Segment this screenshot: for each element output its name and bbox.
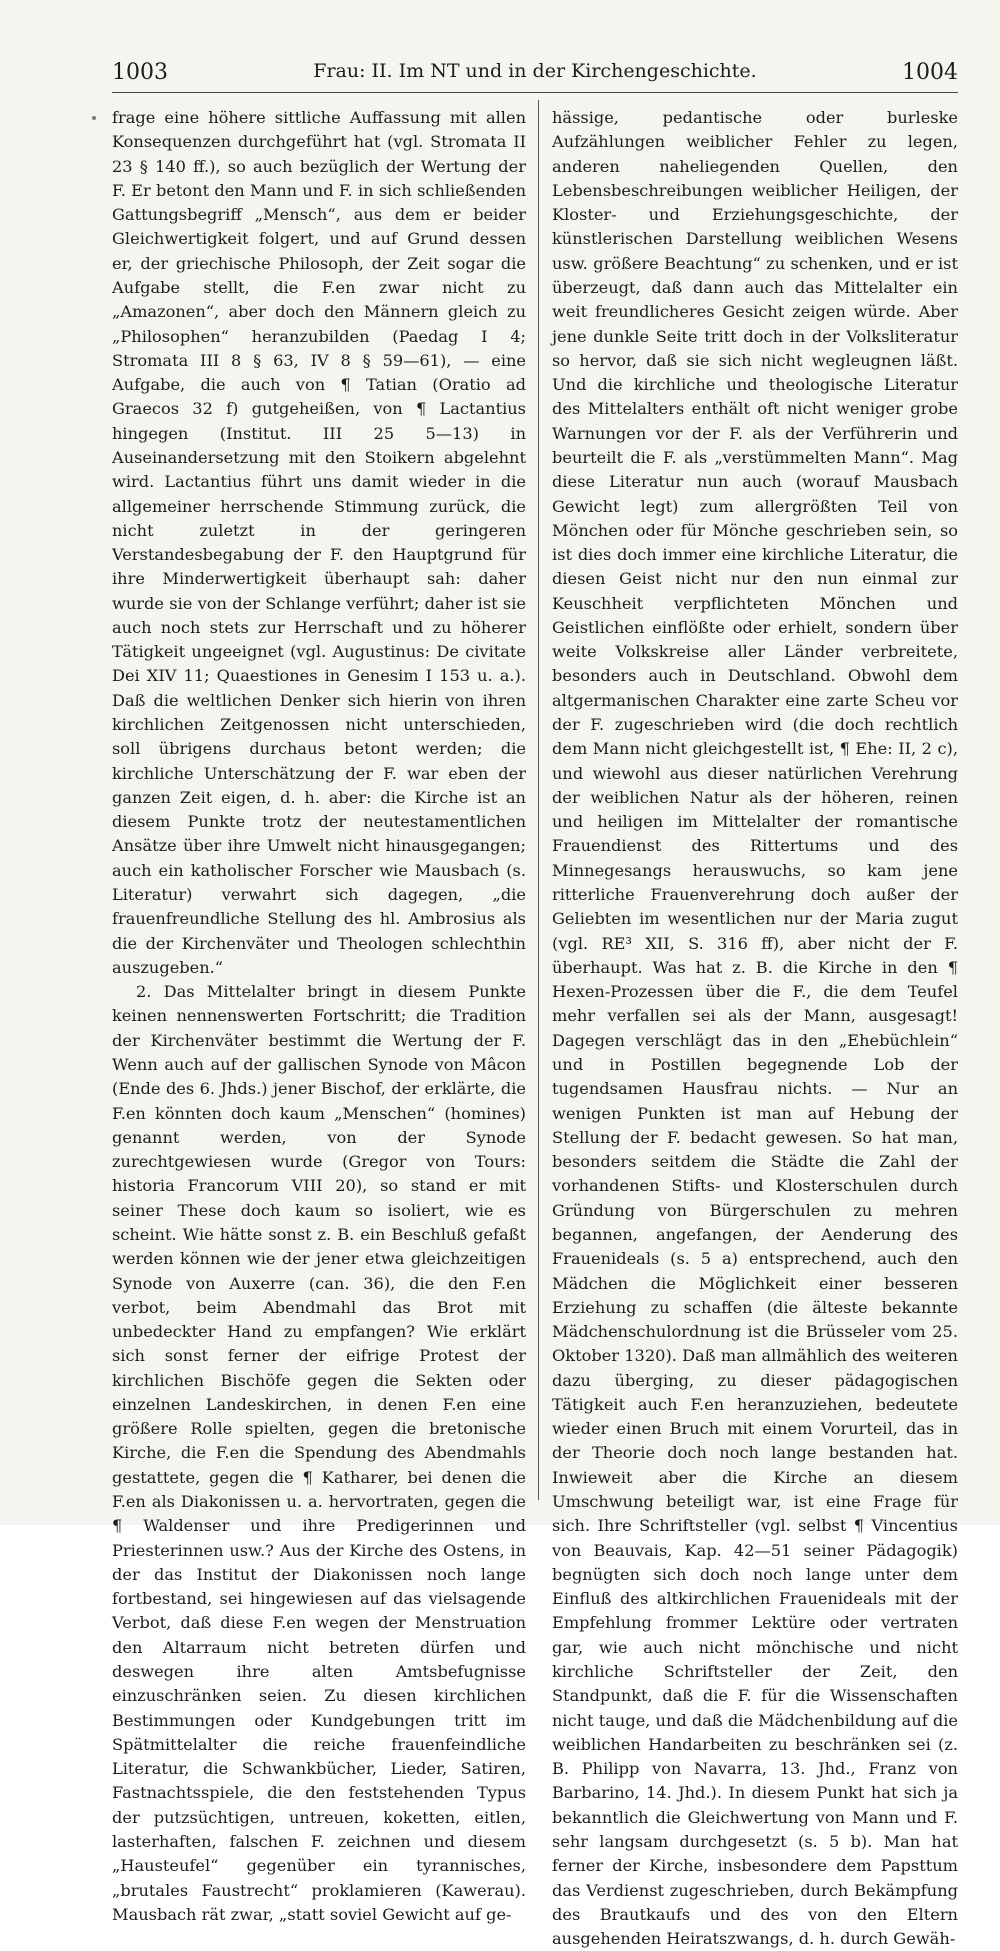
left-paragraph-1: frage eine höhere sittliche Auffassung mit allen Konsequenzen durchgeführt hat (vgl. Stromata II 23 § 140 ff.), so auch bezüglich der Wertung der F. Er betont den Mann und F. in sich schließenden Gattungsbegriff „Mensch“, aus dem er beider Gleichwertigkeit folgert, und auf Grund dessen er, der griechische Philosoph, der Zeit sogar die Aufgabe stellt, die F.en zwar nicht zu „Amazonen“, aber doch den Männern gleich zu „Philosophen“ heranzubilden (Paedag I 4; Stromata III 8 § 63, IV 8 § 59—61), — eine Aufgabe, die auch von ¶ Tatian (Oratio ad Graecos 32 f) gutgeheißen, von ¶ Lactantius hingegen (Institut. III 25 5—13) in Auseinandersetzung mit den Stoikern abgelehnt wird. Lactantius führt uns damit wieder in die allgemeiner herrschende Stimmung zurück, die nicht zuletzt in der geringeren Verstandesbegabung der F. den Hauptgrund für ihre Minderwertigkeit überhaupt sah: daher wurde sie von der Schlange verführt; daher ist sie auch noch stets zur Herrschaft und zu höherer Tätigkeit ungeeignet (vgl. Augustinus: De civitate Dei XIV 11; Quaestiones in Genesim I 153 u. a.). Daß die weltlichen Denker sich hierin von ihren kirchlichen Zeitgenossen nicht unterschieden, soll übrigens durchaus betont werden; die kirchliche Unterschätzung der F. war eben der ganzen Zeit eigen, d. h. aber: die Kirche ist an diesem Punkte trotz der neutestamentlichen Ansätze über ihre Umwelt nicht hinausgegangen; auch ein katholischer Forscher wie Mausbach (s. Literatur) verwahrt sich dagegen, „die frauenfreundliche Stellung des hl. Ambrosius als die der Kirchenväter und Theologen schlechthin auszugeben.“	[112, 108, 526, 977]
page-number-left: 1003	[112, 60, 168, 85]
left-paragraph-2: 2. Das Mittelalter bringt in diesem Punkte keinen nennenswerten Fortschritt; die Tradition der Kirchenväter bestimmt die Wertung der F. Wenn auch auf der gallischen Synode von Mâcon (Ende des 6. Jhds.) jener Bischof, der erklärte, die F.en könnten doch kaum „Menschen“ (homines) genannt werden, von der Synode zurechtgewiesen wurde (Gregor von Tours: historia Francorum VIII 20), so stand er mit seiner These doch kaum so isoliert, wie es scheint. Wie hätte sonst z. B. ein Beschluß gefaßt werden können wie der jener etwa gleichzeitigen Synode von Auxerre (can. 36), die den F.en verbot, beim Abendmahl das Brot mit unbedeckter Hand zu empfangen? Wie erklärt sich sonst ferner der eifrige Protest der kirchlichen Bischöfe gegen die Sekten oder einzelnen Landeskirchen, in denen F.en eine größere Rolle spielten, gegen die bretonische Kirche, die F.en die Spendung des Abendmahls gestattete, gegen die ¶ Katharer, bei denen die F.en als Diakonissen u. a. hervortraten, gegen die ¶ Waldenser und ihre Predigerinnen und Priesterinnen usw.? Aus der Kirche des Ostens, in der das Institut der Diakonissen noch lange fortbestand, sei hingewiesen auf das vielsagende Verbot, daß diese F.en wegen der Menstruation den Altarraum nicht betreten dürfen und deswegen ihre alten Amtsbefugnisse einzuschränken seien. Zu diesen kirchlichen Bestimmungen oder Kundgebungen tritt im Spätmittelalter die reiche frauenfeindliche Literatur, die Schwankbücher, Lieder, Satiren, Fastnachtsspiele, die den feststehenden Typus der putzsüchtigen, untreuen, koketten, eitlen, lasterhaften, falschen F. zeichnen und diesem „Hausteufel“ gegenüber ein tyrannisches, „brutales Faustrecht“ proklamieren (Kawerau). Mausbach rät zwar, „statt soviel Gewicht auf ge-	[112, 982, 526, 1924]
left-column	[112, 106, 526, 1924]
header-rule	[112, 92, 958, 93]
column-divider	[538, 100, 539, 1500]
right-paragraph-1: hässige, pedantische oder burleske Aufzählungen weiblicher Fehler zu legen, anderen naheliegenden Quellen, den Lebensbeschreibungen weiblicher Heiligen, der Kloster- und Erziehungsgeschichte, der künstlerischen Darstellung weiblichen Wesens usw. größere Beachtung“ zu schenken, und er ist überzeugt, daß dann auch das Mittelalter ein weit freundlicheres Gesicht zeigen würde. Aber jene dunkle Seite tritt doch in der Volksliteratur so hervor, daß sie sich nicht wegleugnen läßt. Und die kirchliche und theologische Literatur des Mittelalters enthält oft nicht weniger grobe Warnungen vor der F. als der Verführerin und beurteilt die F. als „verstümmelten Mann“. Mag diese Literatur nun auch (worauf Mausbach Gewicht legt) zum allergrößten Teil von Mönchen oder für Mönche geschrieben sein, so ist dies doch immer eine kirchliche Literatur, die diesen Geist nicht nur den nun einmal zur Keuschheit verpflichteten Mönchen und Geistlichen einflößte oder erhielt, sondern über weite Volkskreise aller Länder verbreitete, besonders auch in Deutschland. Obwohl dem altgermanischen Charakter eine zarte Scheu vor der F. zugeschrieben wird (die doch rechtlich dem Mann nicht gleichgestellt ist, ¶ Ehe: II, 2 c), und wiewohl aus dieser natürlichen Verehrung der weiblichen Natur als der höheren, reinen und heiligen im Mittelalter der romantische Frauendienst des Rittertums und des Minnegesangs herauswuchs, so kam jene ritterliche Frauenverehrung doch außer der Geliebten im wesentlichen nur der Maria zugut (vgl. RE³ XII, S. 316 ff), aber nicht der F. überhaupt. Was hat z. B. die Kirche in den ¶ Hexen-Prozessen über die F., die dem Teufel mehr verfallen sei als der Mann, ausgesagt! Dagegen verschlägt das in den „Ehebüchlein“ und in Postillen begegnende Lob der tugendsamen Hausfrau nichts. — Nur an wenigen Punkten ist man auf Hebung der Stellung der F. bedacht gewesen. So hat man, besonders seitdem die Städte die Zahl der vorhandenen Stifts- und Klosterschulen durch Gründung von Bürgerschulen zu mehren begannen, angefangen, der Aenderung des Frauenideals (s. 5 a) entsprechend, auch den Mädchen die Möglichkeit einer besseren Erziehung zu schaffen (die älteste bekannte Mädchenschulordnung ist die Brüsseler vom 25. Oktober 1320). Daß man allmählich des weiteren dazu überging, zu dieser pädagogischen Tätigkeit auch F.en heranzuziehen, bedeutete wieder einen Bruch mit einem Vorurteil, das in der Theorie doch noch lange bestanden hat. Inwieweit aber die Kirche an diesem Umschwung beteiligt war, ist eine Frage für sich. Ihre Schriftsteller (vgl. selbst ¶ Vincentius von Beauvais, Kap. 42—51 seiner Pädagogik) begnügten sich doch noch lange unter dem Einfluß des altkirchlichen Frauenideals mit der Empfehlung frommer Lektüre oder vertraten gar, wie auch nicht mönchische und nicht kirchliche Schriftsteller der Zeit, den Standpunkt, daß die F. für die Wissenschaften nicht tauge, und daß die Mädchenbildung auf die weiblichen Handarbeiten zu beschränken sei (z. B. Philipp von Navarra, 13. Jhd., Franz von Barbarino, 14. Jhd.). In diesem Punkt hat sich ja bekanntlich die Gleichwertung von Mann und F. sehr langsam durchgesetzt (s. 5 b). Man hat ferner der Kirche, insbesondere dem Papsttum das Verdienst zugeschrieben, durch Bekämpfung des Brautkaufs und des von den Eltern ausgehenden Heiratszwangs, d. h. durch Gewäh-	[552, 108, 959, 1949]
margin-dot	[92, 116, 96, 120]
right-column	[552, 106, 959, 1949]
page-number-right: 1004	[902, 60, 958, 85]
running-header	[112, 58, 958, 90]
running-title: Frau: II. Im NT und in der Kirchengeschichte.	[313, 60, 757, 82]
